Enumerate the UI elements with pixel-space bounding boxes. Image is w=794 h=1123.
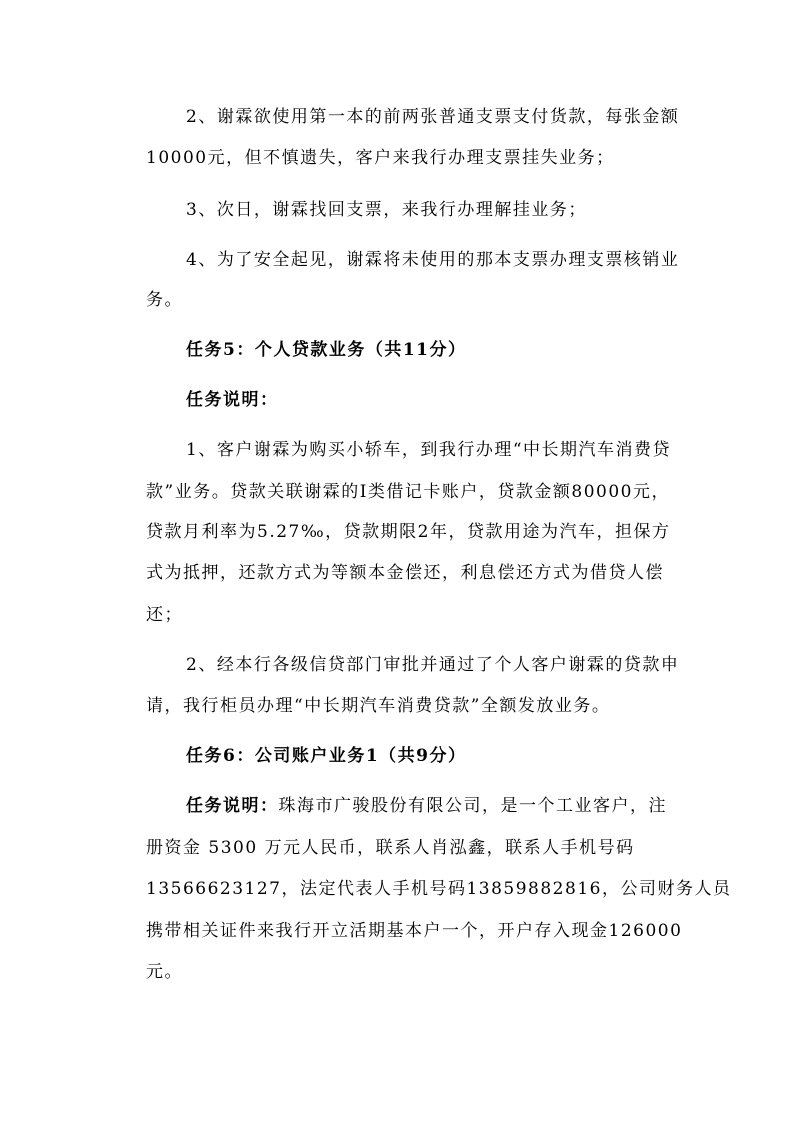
task-description-line	[186, 794, 667, 818]
paragraph-text: 珠海市广骏股份有限公司，是一个工业客户，注	[278, 796, 667, 816]
paragraph-line: 务。	[146, 290, 183, 310]
paragraph-line: 款”业务。贷款关联谢霖的Ⅰ类借记卡账户，贷款金额80000元，	[146, 482, 670, 502]
task-6-heading: 任务6：公司账户业务1（共9分）	[186, 746, 467, 766]
paragraph-line: 式为抵押，还款方式为等额本金偿还，利息偿还方式为借贷人偿	[146, 563, 664, 583]
paragraph-line: 10000元，但不慎遗失，客户来我行办理支票挂失业务；	[146, 148, 615, 168]
task-description-label: 任务说明：	[186, 796, 279, 816]
paragraph-line: 册资金 5300 万元人民币，联系人肖泓鑫，联系人手机号码	[146, 838, 635, 858]
paragraph-line: 2、谢霖欲使用第一本的前两张普通支票支付货款，每张金额	[186, 107, 680, 127]
paragraph-line: 2、经本行各级信贷部门审批并通过了个人客户谢霖的贷款申	[186, 655, 680, 675]
paragraph-line: 携带相关证件来我行开立活期基本户一个，开户存入现金126000	[146, 921, 683, 941]
task-description-label: 任务说明：	[186, 390, 279, 410]
paragraph-line: 请，我行柜员办理“中长期汽车消费贷款”全额发放业务。	[146, 696, 611, 716]
paragraph-line: 13566623127，法定代表人手机号码13859882816，公司财务人员	[146, 879, 732, 899]
paragraph-line: 贷款月利率为5.27‰，贷款期限2年，贷款用途为汽车，担保方	[146, 522, 671, 542]
task-5-heading: 任务5：个人贷款业务（共11分）	[186, 340, 467, 360]
paragraph-line: 1、客户谢霖为购买小轿车，到我行办理“中长期汽车消费贷	[186, 440, 672, 460]
paragraph-line: 3、次日，谢霖找回支票，来我行办理解挂业务；	[186, 200, 587, 220]
paragraph-line: 还；	[146, 605, 183, 625]
paragraph-line: 元。	[146, 962, 183, 982]
paragraph-line: 4、为了安全起见，谢霖将未使用的那本支票办理支票核销业	[186, 250, 680, 270]
